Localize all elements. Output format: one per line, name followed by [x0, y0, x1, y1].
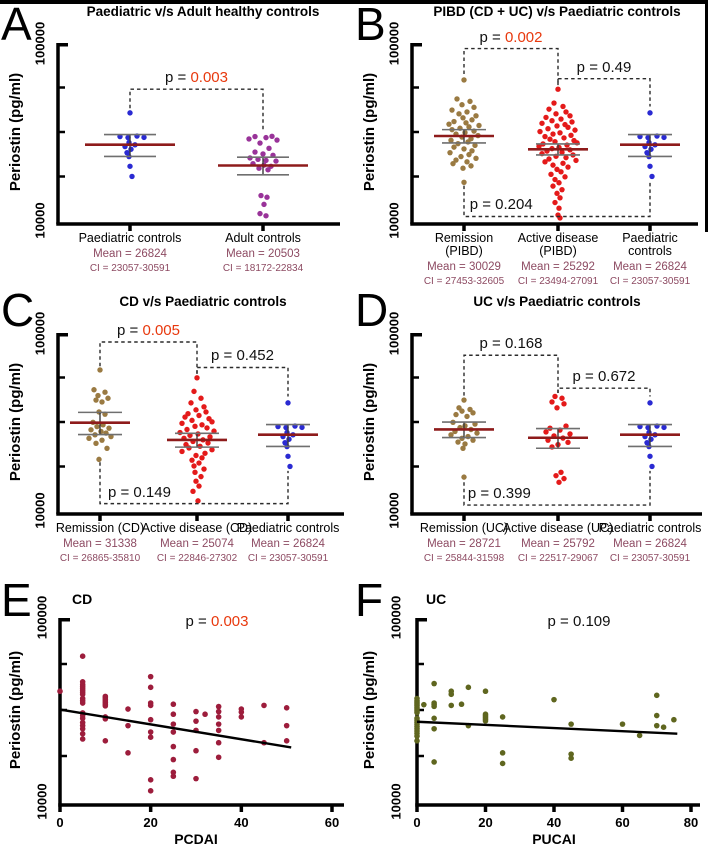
panel-c-ytick-10000: 10000	[32, 492, 48, 529]
panel-b-title: PIBD (CD + UC) v/s Paediatric controls	[433, 4, 681, 19]
panel-c	[0, 284, 354, 580]
panel-e-x-axis-title: PCDAI	[174, 831, 218, 847]
x-tick-label: 60	[615, 815, 630, 830]
group-mean-label: Mean = 26824	[93, 248, 167, 260]
regression-line	[417, 722, 677, 734]
panel-f-p-value: p = 0.109	[547, 613, 611, 630]
group-mean-label: Mean = 31338	[63, 538, 137, 550]
panel-b-ytick-10000: 10000	[386, 202, 402, 239]
group-label: Paediatric controls	[598, 521, 702, 535]
group-mean-label: Mean = 26824	[251, 538, 325, 550]
comparison-bracket	[100, 342, 197, 374]
group-ci-label: CI = 22517-29067	[517, 552, 599, 564]
group-mean-label: Mean = 25292	[521, 261, 595, 273]
scatter-points	[57, 653, 289, 793]
panel-e	[0, 574, 354, 849]
panel-d-plot	[354, 290, 708, 580]
p-value-label: p = 0.204	[469, 196, 533, 214]
swarm-group-2	[258, 400, 318, 469]
p-value-label: p = 0.168	[479, 335, 543, 353]
comparison-bracket	[464, 49, 558, 85]
swarm-group-1	[528, 394, 588, 485]
group-mean-label: Mean = 30029	[427, 261, 501, 273]
x-tick-label: 40	[546, 815, 562, 830]
panel-a-title: Paediatric v/s Adult healthy controls	[86, 4, 320, 19]
group-label: Active disease (PIBD)	[517, 231, 599, 258]
panel-e-ytick-100000: 100000	[34, 595, 50, 640]
panel-a-ytick-10000: 10000	[32, 202, 48, 239]
panel-f-ytick-10000: 10000	[388, 783, 404, 820]
x-tick-label: 20	[143, 815, 158, 830]
p-value-label: p = 0.49	[576, 58, 632, 76]
swarm-group-2	[620, 110, 680, 179]
swarm-group-0	[434, 77, 494, 185]
comparison-bracket	[464, 355, 558, 395]
group-label: Remission (UC)	[419, 521, 509, 535]
comparison-bracket	[130, 89, 263, 132]
panel-a-letter: A	[1, 0, 31, 50]
swarm-group-0	[434, 397, 494, 479]
group-label: Paediatric controls	[78, 231, 182, 245]
group-label: Adult controls	[225, 231, 301, 245]
p-value-label: p = 0.003	[165, 69, 228, 87]
p-value-label: p = 0.149	[107, 483, 171, 501]
panel-a-y-axis-title: Periostin (pg/ml)	[6, 72, 24, 192]
panel-e-p-value: p = 0.003	[185, 613, 249, 630]
group-mean-label: Mean = 28721	[427, 538, 501, 550]
group-ci-label: CI = 23057-30591	[247, 552, 329, 564]
panel-d-title: UC v/s Paediatric controls	[473, 294, 641, 309]
swarm-group-1	[218, 134, 308, 219]
panel-c-title: CD v/s Paediatric controls	[119, 294, 287, 309]
comparison-bracket	[558, 79, 650, 107]
group-mean-label: Mean = 25792	[521, 538, 595, 550]
panel-e-letter: E	[1, 574, 31, 626]
swarm-group-0	[85, 110, 175, 179]
group-label: Active disease (UC)	[502, 521, 614, 535]
panel-e-ytick-10000: 10000	[34, 783, 50, 820]
group-mean-label: Mean = 20503	[226, 248, 300, 260]
group-ci-label: CI = 23057-30591	[89, 262, 171, 274]
group-mean-label: Mean = 26824	[613, 538, 687, 550]
group-label: Paediatric controls	[622, 231, 678, 258]
group-ci-label: CI = 23057-30591	[609, 275, 691, 287]
group-label: Remission (CD)	[55, 521, 145, 535]
panel-f-plot	[354, 580, 708, 849]
group-mean-label: Mean = 26824	[613, 261, 687, 273]
x-tick-label: 0	[413, 815, 421, 830]
panel-e-title: CD	[72, 591, 93, 607]
x-tick-label: 60	[324, 815, 340, 830]
comparison-bracket	[197, 367, 288, 396]
panel-f-ytick-100000: 100000	[388, 595, 404, 640]
group-label: Active disease (CD)	[141, 521, 253, 535]
swarm-group-2	[620, 400, 680, 469]
group-label: Paediatric controls	[236, 521, 340, 535]
swarm-group-1	[528, 87, 588, 221]
x-tick-label: 80	[683, 815, 699, 830]
p-value-label: p = 0.452	[211, 347, 274, 365]
comparison-bracket	[558, 388, 650, 396]
group-ci-label: CI = 23494-27091	[517, 275, 599, 287]
p-value-label: p = 0.005	[117, 322, 180, 339]
group-mean-label: Mean = 25074	[160, 538, 234, 550]
panel-b-y-axis-title: Periostin (pg/ml)	[360, 72, 378, 192]
panel-d-letter: D	[355, 284, 388, 336]
panel-b-letter: B	[355, 0, 385, 50]
panel-d-ytick-10000: 10000	[386, 492, 402, 529]
x-tick-label: 40	[234, 815, 249, 830]
panel-a	[0, 0, 354, 290]
panel-c-letter: C	[1, 284, 34, 336]
group-ci-label: CI = 26865-35810	[59, 552, 141, 564]
panel-a-ytick-100000: 100000	[32, 21, 48, 66]
panel-f-title: UC	[426, 591, 447, 607]
panel-e-y-axis-title: Periostin (pg/ml)	[6, 650, 24, 770]
panel-d-y-axis-title: Periostin (pg/ml)	[360, 362, 378, 482]
p-value-label: p = 0.672	[572, 368, 636, 386]
swarm-group-0	[70, 367, 130, 462]
panel-f-x-axis-title: PUCAI	[532, 831, 576, 847]
group-ci-label: CI = 25844-31598	[423, 552, 505, 564]
group-ci-label: CI = 27453-32605	[423, 275, 505, 287]
panel-f-y-axis-title: Periostin (pg/ml)	[360, 650, 378, 770]
panel-b-ytick-100000: 100000	[386, 21, 402, 66]
panel-f-letter: F	[355, 574, 383, 626]
swarm-group-1	[167, 375, 227, 503]
panel-b	[354, 0, 708, 290]
x-tick-label: 20	[478, 815, 493, 830]
group-ci-label: CI = 22846-27302	[156, 552, 238, 564]
panel-d	[354, 284, 708, 580]
p-value-label: p = 0.399	[467, 485, 531, 503]
x-tick-label: 0	[56, 815, 64, 830]
panel-a-plot	[0, 0, 354, 290]
panel-c-ytick-100000: 100000	[32, 311, 48, 356]
p-value-label: p = 0.002	[479, 28, 543, 46]
panel-e-plot	[0, 580, 354, 849]
group-ci-label: CI = 23057-30591	[609, 552, 691, 564]
group-label: Remission (PIBD)	[434, 231, 494, 258]
panel-d-ytick-100000: 100000	[386, 311, 402, 356]
group-ci-label: CI = 18172-22834	[222, 262, 304, 274]
panel-f	[354, 574, 708, 849]
panel-c-y-axis-title: Periostin (pg/ml)	[6, 362, 24, 482]
